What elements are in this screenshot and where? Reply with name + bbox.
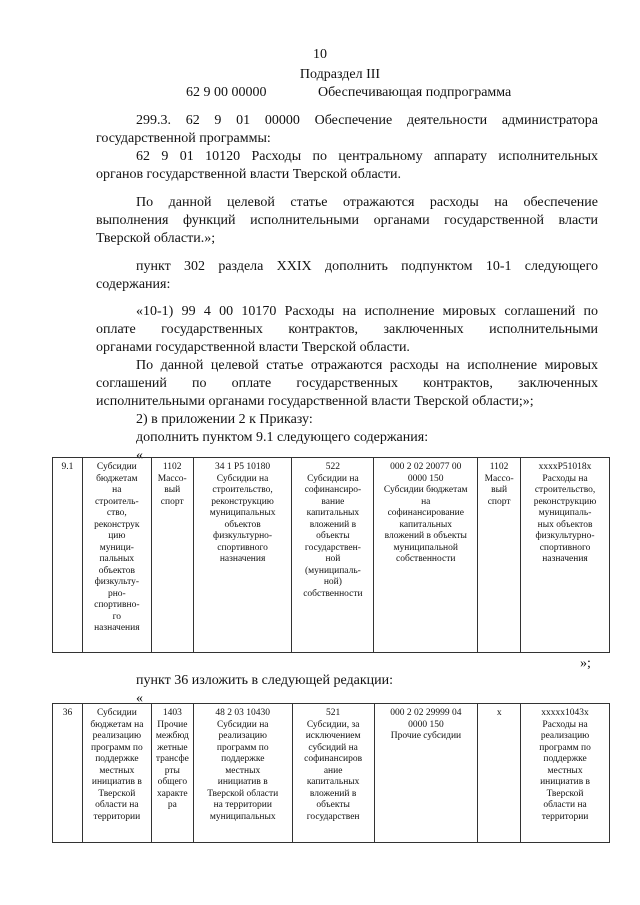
cell-income-code: 000 2 02 29999 04 0000 150 Прочие субсидии — [374, 704, 478, 843]
table-row — [53, 458, 610, 653]
table-item-9-1 — [52, 457, 610, 653]
paragraph-line: По данной целевой статье отражаются расходы на исполнение мировых — [136, 358, 598, 373]
paragraph-line: пункт 36 изложить в следующей редакции: — [136, 673, 393, 688]
paragraph-line: дополнить пунктом 9.1 следующего содержания: — [136, 430, 429, 445]
paragraph-line: 62 9 01 10120 Расходы по центральному аппарату исполнительных — [136, 149, 598, 164]
quote-mark: « — [136, 691, 143, 706]
cell-expense-type: 522 Субсидии на софинансиро- вание капитальных вложений в объекты государствен- ной (муниципаль- ной) собственности — [292, 458, 374, 653]
paragraph-line: выполнения функций исполнительными органами государственной власти — [96, 213, 598, 228]
cell-expense-type: 521 Субсидии, за исключением субсидий на софинансиров ание капитальных вложений в объекты государствен — [292, 704, 374, 843]
paragraph-line: органами государственной власти Тверской области. — [96, 340, 410, 355]
paragraph-line: 2) в приложении 2 к Приказу: — [136, 412, 313, 427]
cell-section-2: x — [478, 704, 521, 843]
paragraph-line: пункт 302 раздела XXIX дополнить подпунктом 10-1 следующего — [136, 259, 598, 274]
subsection-title: Подраздел III — [299, 67, 381, 82]
paragraph-line: исполнительными органами государственной власти Тверской области;»; — [96, 394, 534, 409]
paragraph-line: содержания: — [96, 277, 171, 292]
table-row — [53, 704, 610, 843]
cell-section: 1403 Прочие межбюд жетные трансфе рты общего характе ра — [151, 704, 193, 843]
cell-local-code: xxxxP51018x Расходы на строительство, реконструкцию муниципаль- ных объектов физкультурно- спортивного назначения — [521, 458, 610, 653]
table-item-36 — [52, 703, 610, 843]
cell-name: Субсидии бюджетам на строитель- ство, реконструк цию муници- пальных объектов физкульту- рно- спортивно- го назначения — [82, 458, 151, 653]
paragraph-line: соглашений по оплате государственных контрактов, заключенных — [96, 376, 599, 391]
paragraph-line: Тверской области.»; — [96, 231, 216, 246]
quote-mark: « — [136, 448, 143, 463]
paragraph-line: органов государственной власти Тверской области. — [96, 167, 401, 182]
cell-target-article: 48 2 03 10430 Субсидии на реализацию программ по поддержке местных инициатив в Тверской области на территории муниципальных — [193, 704, 292, 843]
subsection-name: Обеспечивающая подпрограмма — [318, 85, 512, 100]
cell-target-article: 34 1 P5 10180 Субсидии на строительство, реконструкцию муниципальных объектов физкультурно- спортивного назначения — [193, 458, 292, 653]
paragraph-line: оплате государственных контрактов, заключенных исполнительными — [96, 322, 599, 337]
page-number: 10 — [313, 47, 327, 62]
paragraph-line: «10-1) 99 4 00 10170 Расходы на исполнение мировых соглашений по — [136, 304, 598, 319]
cell-number: 36 — [53, 704, 83, 843]
subsection-code: 62 9 00 00000 — [186, 85, 267, 100]
paragraph-line: 299.3. 62 9 01 00000 Обеспечение деятельности администратора — [136, 113, 599, 128]
cell-section: 1102 Массо- вый спорт — [151, 458, 193, 653]
cell-income-code: 000 2 02 20077 00 0000 150 Субсидии бюджетам на софинансирование капитальных вложений в объекты муниципальной собственности — [374, 458, 478, 653]
quote-close: »; — [580, 656, 591, 671]
paragraph-line: государственной программы: — [96, 131, 271, 146]
paragraph-line: По данной целевой статье отражаются расходы на обеспечение — [136, 195, 598, 210]
cell-local-code: xxxxx1043x Расходы на реализацию программ по поддержке местных инициатив в Тверской области на территории — [521, 704, 610, 843]
cell-number: 9.1 — [53, 458, 83, 653]
cell-name: Субсидии бюджетам на реализацию программ по поддержке местных инициатив в Тверской области на территории — [82, 704, 151, 843]
cell-section-2: 1102 Массо- вый спорт — [478, 458, 521, 653]
